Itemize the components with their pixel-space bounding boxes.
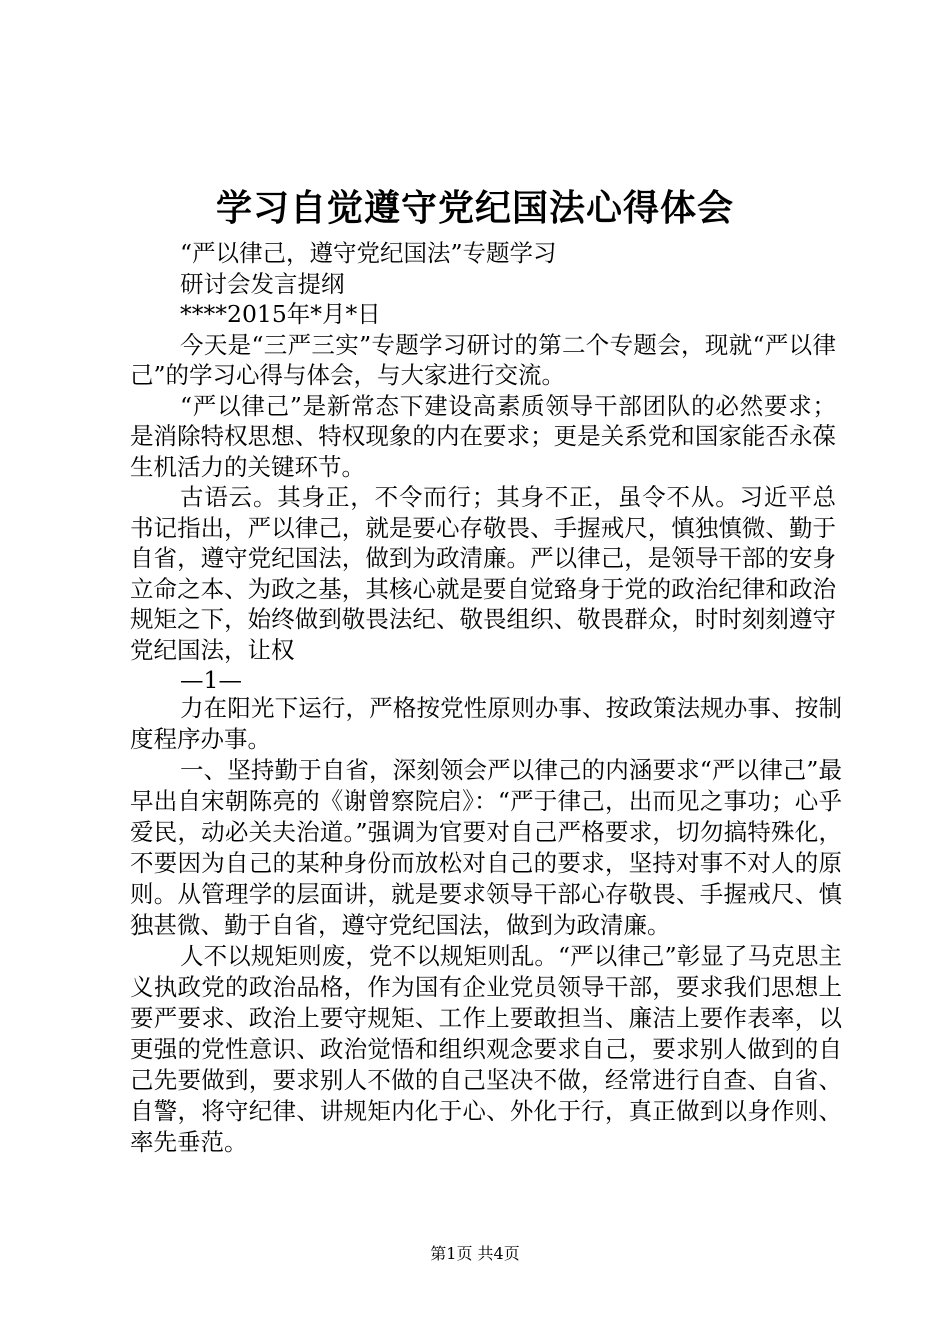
document-body-bottom [130, 693, 842, 1158]
document-title: 学习自觉遵守党纪国法心得体会 [215, 187, 734, 229]
paragraph: 今天是“三严三实”专题学习研讨的第二个专题会，现就“严以律己”的学习心得与体会，与大家进行交流。 [130, 330, 836, 389]
paragraph: 古语云。其身正，不令而行；其身不正，虽令不从。习近平总书记指出，严以律己，就是要心存敬畏、手握戒尺，慎独慎微、勤于自省，遵守党纪国法，做到为政清廉。严以律己，是领导干部的安身立命之本、为政之基，其核心就是要自觉臵身于党的政治纪律和政治规矩之下，始终做到敬畏法纪、敬畏组织、敬畏群众，时时刻刻遵守党纪国法，让权 [130, 483, 836, 664]
document-body-top [130, 238, 836, 696]
paragraph: 一、坚持勤于自省，深刻领会严以律己的内涵要求“严以律己”最早出自宋朝陈亮的《谢曾察院启》：“严于律己，出而见之事功；心乎爱民，动必关夫治道。”强调为官要对自己严格要求，切勿搞特殊化，不要因为自己的某种身份而放松对自己的要求，坚持对事不对人的原则。从管理学的层面讲，就是要求领导干部心存敬畏、手握戒尺、慎独甚微、勤于自省，遵守党纪国法，做到为政清廉。 [130, 756, 842, 939]
subtitle-line-2: 研讨会发言提纲 [180, 269, 345, 298]
subtitle-line-1: “严以律己，遵守党纪国法”专题学习 [180, 239, 557, 267]
page-footer: 第1页 共4页 [430, 1244, 520, 1263]
paragraph: 力在阳光下运行，严格按党性原则办事、按政策法规办事、按制度程序办事。 [130, 694, 842, 753]
paragraph: 人不以规矩则废，党不以规矩则乱。“严以律己”彰显了马克思主义执政党的政治品格，作为国有企业党员领导干部，要求我们思想上要严要求、政治上要守规矩、工作上要敢担当、廉洁上要作表率，以更强的党性意识、政治觉悟和组织观念要求自己，要求别人做到的自己先要做到，要求别人不做的自己坚决不做，经常进行自查、自省、自警，将守纪律、讲规矩内化于心、外化于行，真正做到以身作则、率先垂范。 [130, 942, 842, 1156]
paragraph: “严以律己”是新常态下建设高素质领导干部团队的必然要求；是消除特权思想、特权现象的内在要求；更是关系党和国家能否永葆生机活力的关键环节。 [130, 391, 836, 481]
inline-page-number: —1— [180, 666, 242, 694]
date-line: ****2015年*月*日 [180, 300, 381, 328]
